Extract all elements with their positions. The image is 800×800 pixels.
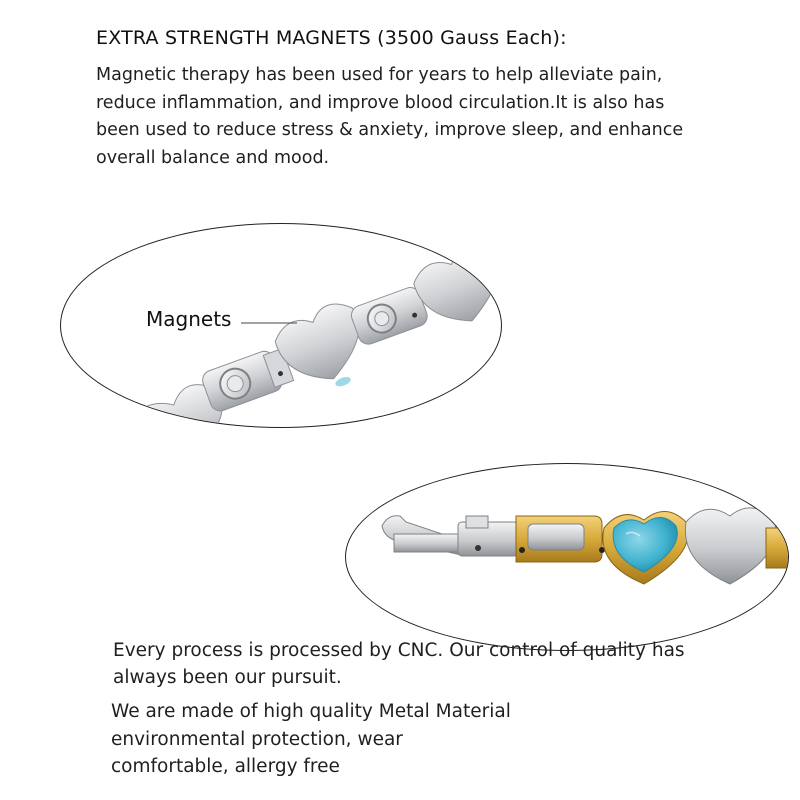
process-paragraph: [113, 637, 753, 691]
clasp-closeup-oval: [345, 463, 789, 651]
intro-line: Magnetic therapy has been used for years to help alleviate pain,: [96, 65, 663, 85]
intro-line: reduce inflammation, and improve blood circulation.It is also has: [96, 92, 665, 113]
intro-paragraph: [96, 62, 756, 172]
material-line: comfortable, allergy free: [111, 756, 340, 777]
process-line: always been our pursuit.: [113, 667, 342, 688]
bracelet-magnet-illustration: [61, 224, 501, 427]
material-line: environmental protection, wear: [111, 728, 403, 750]
material-paragraph: [111, 698, 671, 781]
bracelet-clasp-illustration: [346, 464, 788, 650]
process-line: Every process is processed by CNC. Our control of quality has: [113, 640, 685, 661]
material-line: We are made of high quality Metal Material: [111, 701, 511, 722]
intro-line: been used to reduce stress & anxiety, improve sleep, and enhance: [96, 120, 684, 140]
section-heading: EXTRA STRENGTH MAGNETS (3500 Gauss Each):: [96, 27, 567, 49]
magnets-callout-label: Magnets: [146, 307, 232, 331]
intro-line: overall balance and mood.: [96, 147, 330, 168]
magnet-closeup-oval: [60, 223, 502, 428]
